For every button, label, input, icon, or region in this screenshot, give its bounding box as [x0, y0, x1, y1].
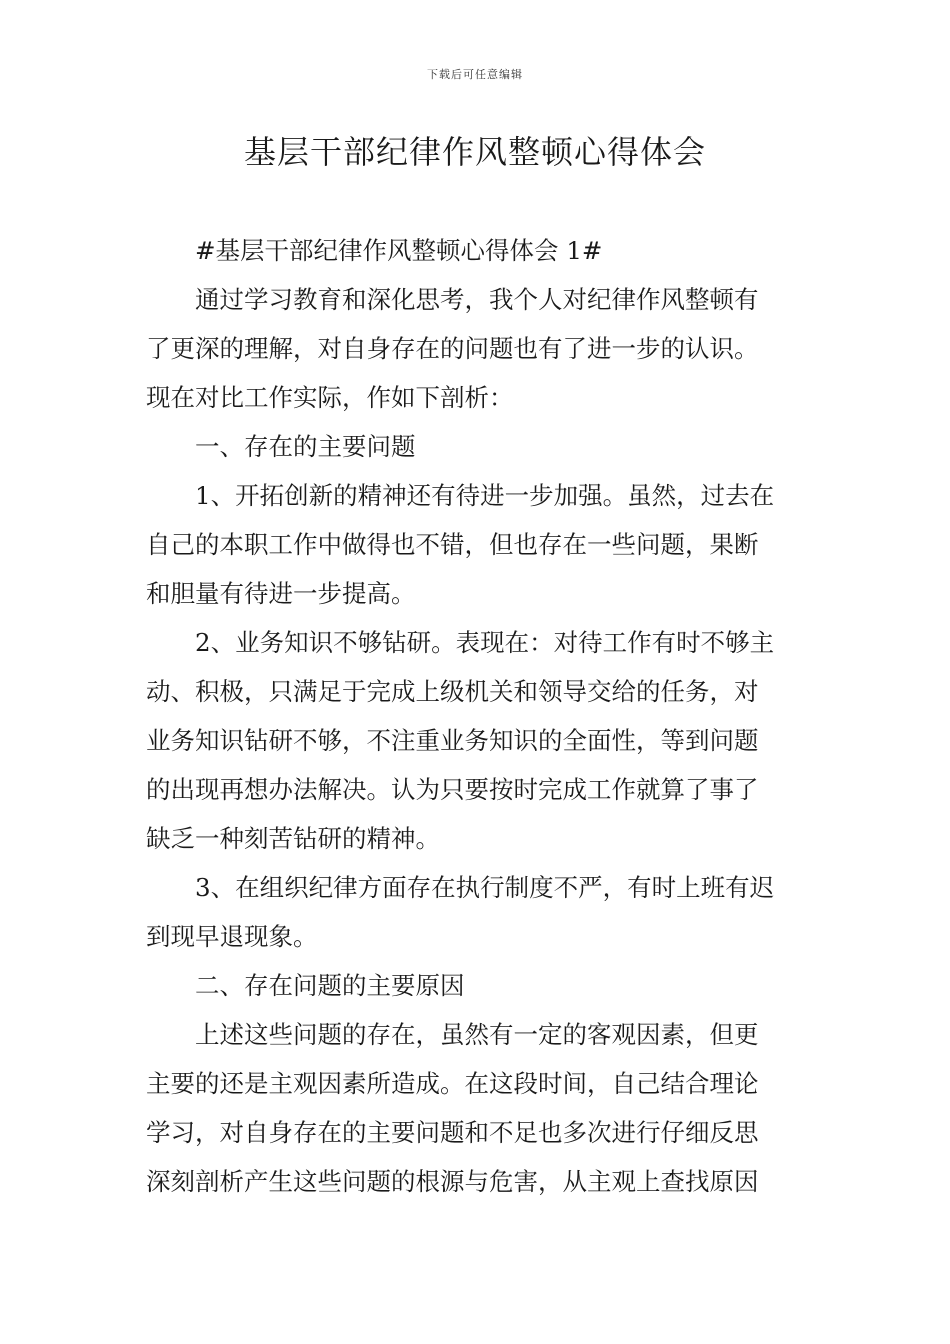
- header-note: 下载后可任意编辑: [427, 68, 523, 81]
- body-line: 到现早退现象。: [146, 922, 318, 951]
- body-line: 业务知识钻研不够，不注重业务知识的全面性，等到问题: [146, 726, 759, 755]
- body-line: 深刻剖析产生这些问题的根源与危害，从主观上查找原因: [146, 1167, 759, 1196]
- body-line: 的出现再想办法解决。认为只要按时完成工作就算了事了: [146, 775, 759, 804]
- body-line: 现在对比工作实际，作如下剖析：: [146, 383, 514, 412]
- body-line: #基层干部纪律作风整顿心得体会 1#: [195, 236, 603, 265]
- body-line: 二、存在问题的主要原因: [195, 971, 465, 1000]
- body-line: 一、存在的主要问题: [195, 432, 416, 461]
- body-line: 了更深的理解，对自身存在的问题也有了进一步的认识。: [146, 334, 759, 363]
- body-line: 和胆量有待进一步提高。: [146, 579, 416, 608]
- body-line: 3、在组织纪律方面存在执行制度不严，有时上班有迟: [195, 873, 775, 902]
- document-title: 基层干部纪律作风整顿心得体会: [243, 133, 706, 171]
- body-line: 1、开拓创新的精神还有待进一步加强。虽然，过去在: [195, 481, 775, 510]
- document-body: [146, 226, 808, 1206]
- body-line: 学习，对自身存在的主要问题和不足也多次进行仔细反思: [146, 1118, 759, 1147]
- body-line: 主要的还是主观因素所造成。在这段时间，自己结合理论: [146, 1069, 759, 1098]
- body-line: 缺乏一种刻苦钻研的精神。: [146, 824, 440, 853]
- body-line: 动、积极，只满足于完成上级机关和领导交给的任务，对: [146, 677, 759, 706]
- body-line: 2、业务知识不够钻研。表现在：对待工作有时不够主: [195, 628, 775, 657]
- body-line: 上述这些问题的存在，虽然有一定的客观因素，但更: [195, 1020, 759, 1049]
- body-line: 自己的本职工作中做得也不错，但也存在一些问题，果断: [146, 530, 759, 559]
- body-line: 通过学习教育和深化思考，我个人对纪律作风整顿有: [195, 285, 759, 314]
